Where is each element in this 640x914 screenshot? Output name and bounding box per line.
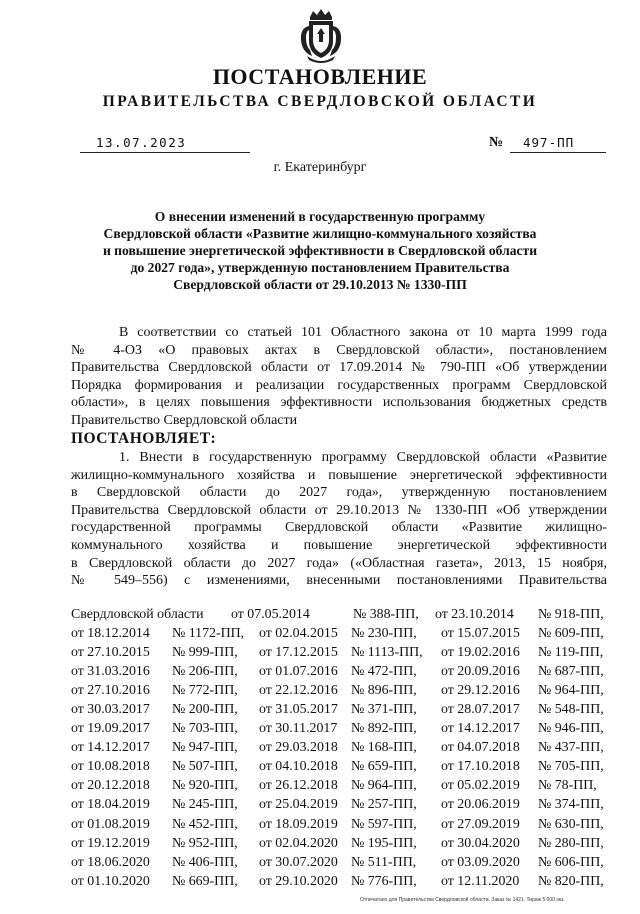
amendment-number: № 168-ПП,: [351, 740, 417, 756]
amendment-number: № 452-ПП,: [172, 816, 238, 832]
amendment-date: от 17.10.2018: [441, 759, 520, 775]
amendment-date: от 19.09.2017: [71, 721, 150, 737]
amendment-number: № 606-ПП,: [538, 854, 604, 870]
amendment-date: от 01.08.2019: [71, 816, 150, 832]
amendment-date: от 31.03.2016: [71, 664, 150, 680]
text-line: коммунального хозяйства и повышение энергетической эффективности: [71, 537, 607, 553]
amendment-number: № 257-ПП,: [351, 797, 417, 813]
amendment-date: от 17.12.2015: [259, 645, 338, 661]
text-line: в Свердловской области до 2027 года» («Областная газета», 2013, 15 ноября,: [71, 555, 607, 571]
amendment-number: № 245-ПП,: [172, 797, 238, 813]
decree-heading: [60, 208, 580, 293]
amendment-number: № 472-ПП,: [351, 664, 417, 680]
amendment-date: от 04.10.2018: [259, 759, 338, 775]
amendment-date: от 03.09.2020: [441, 854, 520, 870]
amendment-number: № 371-ПП,: [351, 702, 417, 718]
amendment-date: от 07.05.2014: [231, 607, 310, 622]
amendment-date: от 02.04.2015: [259, 626, 338, 642]
amendment-number: № 374-ПП,: [538, 797, 604, 813]
amendment-date: от 23.10.2014: [435, 607, 514, 622]
amendment-date: от 01.07.2016: [259, 664, 338, 680]
amendment-number: № 669-ПП,: [172, 873, 238, 889]
amendment-row: [71, 759, 607, 778]
item-1-paragraph: [71, 449, 607, 590]
amendment-date: от 28.07.2017: [441, 702, 520, 718]
amendment-row: [71, 626, 607, 645]
amendment-date: от 14.12.2017: [71, 740, 150, 756]
amendment-number: № 597-ПП,: [351, 816, 417, 832]
amendment-row: [71, 683, 607, 702]
amendment-date: от 10.08.2018: [71, 759, 150, 775]
amendment-number: № 1113-ПП,: [351, 645, 423, 661]
amendment-row: [71, 607, 607, 626]
date-underline: [80, 152, 250, 153]
amendment-date: от 12.11.2020: [441, 873, 520, 889]
amendment-number: № 946-ПП,: [538, 721, 604, 737]
amendment-date: от 29.12.2016: [441, 683, 520, 699]
heading-line: Свердловской области «Развитие жилищно-коммунального хозяйства: [103, 226, 537, 241]
number-sign: №: [489, 135, 504, 150]
text-line: Правительства Свердловской области от 17.09.2014 № 790-ПП «Об утверждении: [71, 360, 607, 376]
amendment-number: № 659-ПП,: [351, 759, 417, 775]
amendment-number: № 511-ПП,: [351, 854, 417, 870]
heading-line: и повышение энергетической эффективности в Свердловской области: [102, 243, 538, 258]
text-line: Правительство Свердловской области: [71, 412, 298, 428]
amendment-date: от 27.10.2016: [71, 683, 150, 699]
amendment-row: [71, 664, 607, 683]
amendment-number: № 609-ПП,: [538, 626, 604, 642]
print-footer: Отпечатано для Правительства Свердловской области. Заказ № 1421. Тираж 5 000 экз.: [360, 897, 565, 903]
amendment-number: № 918-ПП,: [538, 607, 604, 622]
text-line: В соответствии со статьей 101 Областного закона от 10 марта 1999 года: [119, 325, 607, 340]
amendment-date: от 18.04.2019: [71, 797, 150, 813]
text-line: Порядка формирования и реализации государственных программ Свердловской: [71, 377, 607, 393]
text-line: Правительства Свердловской области от 29.10.2013 № 1330-ПП «Об утверждении: [71, 502, 607, 518]
amendment-number: № 703-ПП,: [172, 721, 238, 737]
heading-line: О внесении изменений в государственную программу: [154, 209, 486, 224]
heading-line: Свердловской области от 29.10.2013 № 1330-ПП: [173, 277, 467, 292]
amendment-row: [71, 817, 607, 836]
amendment-date: от 29.03.2018: [259, 740, 338, 756]
text-line: области», в целях повышения эффективности использования бюджетных средств: [71, 395, 607, 411]
text-line: в Свердловской области до 2027 года», утвержденную постановлением: [71, 485, 607, 501]
amendment-date: от 30.11.2017: [259, 721, 338, 737]
amendment-date: от 15.07.2015: [441, 626, 520, 642]
amendment-date: от 31.05.2017: [259, 702, 338, 718]
text-line: № 549–556) с изменениями, внесенными постановлениями Правительства: [71, 573, 607, 589]
amendment-date: Свердловской области: [71, 607, 204, 622]
amendment-number: № 772-ПП,: [172, 683, 238, 699]
amendment-number: № 952-ПП,: [172, 835, 238, 851]
amendment-date: от 14.12.2017: [441, 721, 520, 737]
amendment-row: [71, 740, 607, 759]
amendments-list: [71, 607, 607, 893]
amendment-number: № 280-ПП,: [538, 835, 604, 851]
number-underline: [510, 152, 606, 153]
amendment-number: № 1172-ПП,: [172, 626, 245, 642]
amendment-date: от 27.09.2019: [441, 816, 520, 832]
city-name: г. Екатеринбург: [273, 160, 367, 175]
amendment-date: от 30.03.2017: [71, 702, 150, 718]
amendment-date: от 19.12.2019: [71, 835, 150, 851]
amendment-number: № 947-ПП,: [172, 740, 238, 756]
amendment-number: № 892-ПП,: [351, 721, 417, 737]
amendment-date: от 30.07.2020: [259, 854, 338, 870]
amendment-row: [71, 874, 607, 893]
intro-paragraph: [71, 324, 607, 430]
amendment-number: № 388-ПП,: [353, 607, 419, 622]
amendment-date: от 05.02.2019: [441, 778, 520, 794]
amendment-row: [71, 778, 607, 797]
coat-of-arms-emblem: [298, 8, 344, 64]
amendment-date: от 20.06.2019: [441, 797, 520, 813]
decree-date: 13.07.2023: [96, 135, 187, 150]
amendment-row: [71, 702, 607, 721]
amendment-number: № 896-ПП,: [351, 683, 417, 699]
amendment-number: № 964-ПП,: [538, 683, 604, 699]
amendment-number: № 630-ПП,: [538, 816, 604, 832]
amendment-number: № 119-ПП,: [538, 645, 604, 661]
text-line: государственной программы Свердловской области «Развитие жилищно-: [71, 520, 607, 536]
heading-line: до 2027 года», утвержденную постановлением Правительства: [130, 260, 510, 275]
text-line: № 4-ОЗ «О правовых актах в Свердловской области», постановлением: [71, 342, 607, 358]
amendment-date: от 18.06.2020: [71, 854, 150, 870]
amendment-number: № 206-ПП,: [172, 664, 238, 680]
amendment-number: № 687-ПП,: [538, 664, 604, 680]
amendment-row: [71, 855, 607, 874]
amendment-number: № 548-ПП,: [538, 702, 604, 718]
amendment-date: от 18.12.2014: [71, 626, 150, 642]
text-line: жилищно-коммунального хозяйства и повышение энергетической эффективности: [71, 467, 607, 483]
amendment-number: № 195-ПП,: [351, 835, 417, 851]
amendment-number: № 820-ПП,: [538, 873, 604, 889]
amendment-date: от 02.04.2020: [259, 835, 338, 851]
amendment-date: от 20.12.2018: [71, 778, 150, 794]
amendment-number: № 78-ПП,: [538, 778, 597, 794]
amendment-row: [71, 645, 607, 664]
amendment-number: № 230-ПП,: [351, 626, 417, 642]
amendment-number: № 999-ПП,: [172, 645, 238, 661]
amendment-number: № 406-ПП,: [172, 854, 238, 870]
amendment-date: от 20.09.2016: [441, 664, 520, 680]
document-type-title: ПОСТАНОВЛЕНИЕ: [212, 64, 428, 89]
amendment-number: № 437-ПП,: [538, 740, 604, 756]
amendment-number: № 776-ПП,: [351, 873, 417, 889]
amendment-row: [71, 797, 607, 816]
amendment-date: от 18.09.2019: [259, 816, 338, 832]
amendment-date: от 29.10.2020: [259, 873, 338, 889]
amendment-date: от 25.04.2019: [259, 797, 338, 813]
amendment-date: от 19.02.2016: [441, 645, 520, 661]
amendment-date: от 26.12.2018: [259, 778, 338, 794]
amendment-number: № 920-ПП,: [172, 778, 238, 794]
amendment-date: от 27.10.2015: [71, 645, 150, 661]
text-line: 1. Внести в государственную программу Свердловской области «Развитие: [119, 450, 607, 465]
decree-number: 497-ПП: [523, 135, 575, 150]
amendment-date: от 22.12.2016: [259, 683, 338, 699]
amendment-number: № 507-ПП,: [172, 759, 238, 775]
amendment-date: от 04.07.2018: [441, 740, 520, 756]
amendment-row: [71, 836, 607, 855]
amendment-row: [71, 721, 607, 740]
decree-word: ПОСТАНОВЛЯЕТ:: [71, 430, 217, 447]
amendment-number: № 200-ПП,: [172, 702, 238, 718]
amendment-date: от 30.04.2020: [441, 835, 520, 851]
amendment-date: от 01.10.2020: [71, 873, 150, 889]
issuer-subtitle: ПРАВИТЕЛЬСТВА СВЕРДЛОВСКОЙ ОБЛАСТИ: [102, 93, 538, 110]
amendment-number: № 705-ПП,: [538, 759, 604, 775]
amendment-number: № 964-ПП,: [351, 778, 417, 794]
